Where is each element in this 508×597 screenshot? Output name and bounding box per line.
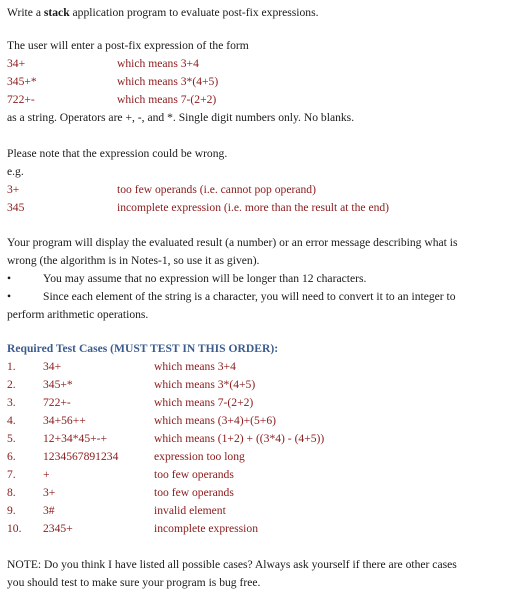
bullet-icon: •	[7, 290, 12, 303]
example-row: 345+* which means 3*(4+5)	[7, 75, 219, 88]
example-row: 34+ which means 3+4	[7, 57, 199, 70]
final-note-line1: NOTE: Do you think I have listed all possible cases? Always ask yourself if there are other cases	[7, 558, 457, 571]
example-row: 722+- which means 7-(2+2)	[7, 93, 217, 106]
intro-bold-word: stack	[43, 6, 70, 19]
wrong-example-row: 345 incomplete expression (i.e. more than the result at the end)	[7, 201, 390, 214]
wrong-example-row: 3+ too few operands (i.e. cannot pop operand)	[7, 183, 316, 196]
form-intro: The user will enter a post-fix expression of the form	[7, 39, 249, 52]
eg-label: e.g.	[7, 165, 24, 178]
display-note-line1: Your program will display the evaluated result (a number) or an error message describing what is	[7, 236, 458, 249]
final-note-line2: you should test to make sure your program is bug free.	[7, 576, 261, 589]
intro-line: Write a stack application program to evaluate post-fix expressions.	[7, 6, 319, 19]
bullet-icon: •	[7, 272, 12, 285]
operators-note: as a string. Operators are +, -, and *. Single digit numbers only. No blanks.	[7, 111, 355, 124]
display-note-line2: wrong (the algorithm is in Notes-1, so use it as given).	[7, 254, 260, 267]
bullet-continuation: perform arithmetic operations.	[7, 308, 149, 321]
wrong-note: Please note that the expression could be wrong.	[7, 147, 228, 160]
test-cases-heading: Required Test Cases (MUST TEST IN THIS ORDER):	[7, 342, 279, 355]
